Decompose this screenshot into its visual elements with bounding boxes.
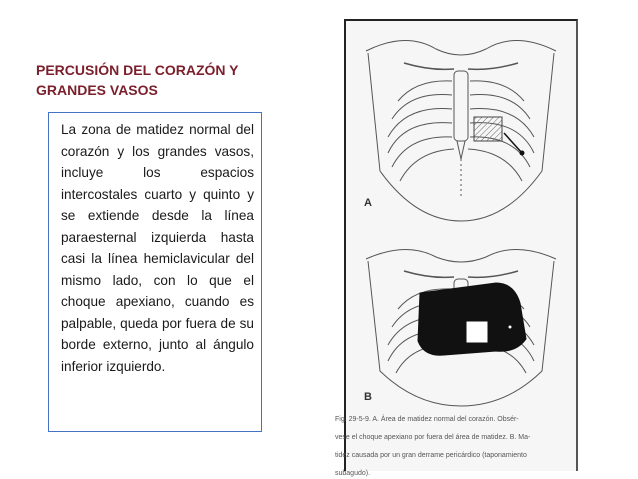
caption-line: subagudo). bbox=[335, 470, 371, 477]
chest-figure-panel bbox=[344, 19, 578, 471]
figure-label-b: B bbox=[364, 391, 372, 403]
body-text-box bbox=[48, 112, 262, 432]
normal-dullness-zone bbox=[474, 117, 502, 141]
caption-line: vese el choque apexiano por fuera del área de matidez. B. Ma- bbox=[335, 434, 531, 441]
body-paragraph: La zona de matidez normal del corazón y los grandes vasos, incluye los espacios intercostales cuarto y quinto y se extiende desde la línea paraesternal izquierda hasta casi la línea hemiclavicular del mismo lado, con lo que el choque apexiano, cuando es palpable, queda por fuera de su borde externo, junto al ángulo inferior izquierdo. bbox=[61, 122, 254, 374]
rib-cage-a bbox=[366, 40, 556, 221]
chest-illustration bbox=[346, 21, 576, 471]
figure-caption bbox=[335, 406, 575, 479]
slide-title: PERCUSIÓN DEL CORAZÓN Y GRANDES VASOS bbox=[36, 62, 239, 98]
caption-line: tidez causada por un gran derrame pericárdico (taponamiento bbox=[335, 452, 527, 459]
pericardial-effusion-dullness bbox=[418, 283, 526, 355]
caption-line: Fig. 29-5-9. A. Área de matidez normal del corazón. Obsér- bbox=[335, 416, 519, 423]
figure-label-a: A bbox=[364, 197, 372, 209]
